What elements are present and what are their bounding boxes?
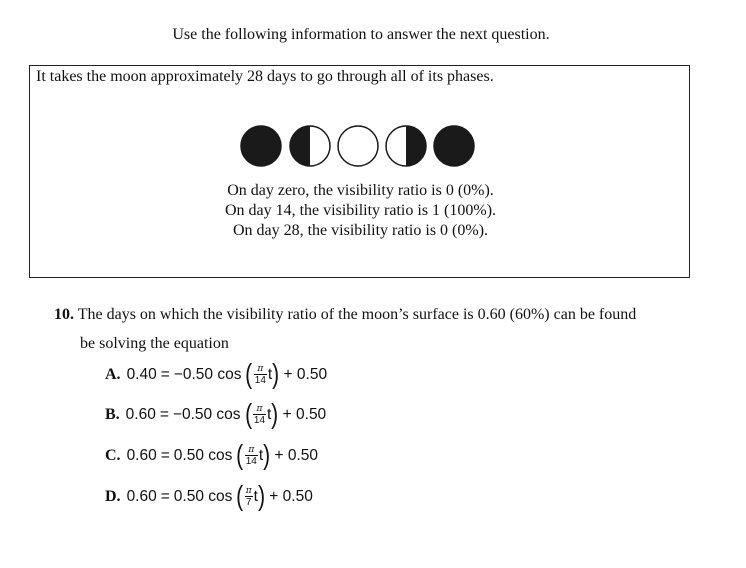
fraction-denominator: 14: [254, 375, 266, 386]
variable: t: [253, 488, 258, 505]
choice-letter: B.: [105, 406, 120, 423]
open-paren: (: [236, 480, 244, 511]
fact-day-zero: On day zero, the visibility ratio is 0 (0%).: [227, 182, 494, 199]
intro-instruction: Use the following information to answer the next question.: [172, 26, 550, 43]
question-text-line2: be solving the equation: [80, 335, 229, 352]
choice-letter: A.: [105, 366, 121, 383]
fraction: [245, 445, 258, 467]
choice-c[interactable]: [105, 440, 318, 472]
cos-term: 0.50 cos: [173, 488, 233, 505]
fraction-denominator: 14: [245, 456, 257, 467]
moon-phases-figure: [240, 123, 476, 169]
fraction-numerator: π: [245, 486, 252, 496]
equals-sign: =: [160, 488, 170, 505]
close-paren: ): [258, 480, 266, 511]
constant-term: + 0.50: [283, 366, 328, 383]
visibility-facts: [30, 181, 691, 241]
info-box: [29, 65, 690, 278]
cos-term: −0.50 cos: [173, 366, 242, 383]
moon-full-icon: [338, 126, 378, 166]
cos-term: −0.50 cos: [172, 406, 241, 423]
choice-letter: D.: [105, 488, 121, 505]
moon-first-quarter-icon: [290, 126, 330, 166]
open-paren: (: [236, 439, 244, 470]
variable: t: [267, 366, 273, 383]
choice-d[interactable]: [105, 481, 313, 513]
fact-day-28: On day 28, the visibility ratio is 0 (0%).: [232, 222, 489, 239]
fraction: [254, 364, 267, 386]
fraction-numerator: π: [248, 445, 255, 455]
fraction-numerator: π: [257, 364, 264, 374]
question-text-line1: The days on which the visibility ratio of the moon’s surface is 0.60 (60%) can be found: [77, 306, 637, 323]
fraction: [253, 404, 266, 426]
cos-term: 0.50 cos: [173, 447, 233, 464]
equation-lhs: 0.60: [125, 406, 156, 423]
equals-sign: =: [159, 406, 169, 423]
choice-b[interactable]: [105, 399, 326, 431]
equals-sign: =: [160, 366, 170, 383]
fraction-numerator: π: [256, 404, 263, 414]
question-number: 10.: [54, 306, 74, 323]
constant-term: + 0.50: [269, 488, 313, 505]
fact-day-14: On day 14, the visibility ratio is 1 (100%).: [224, 202, 497, 219]
open-paren: (: [244, 398, 252, 429]
close-paren: ): [271, 398, 279, 429]
fraction-denominator: 7: [245, 497, 252, 508]
choice-letter: C.: [105, 447, 121, 464]
choice-a[interactable]: [105, 359, 327, 391]
constant-term: + 0.50: [282, 406, 327, 423]
moon-new-icon: [434, 126, 474, 166]
fraction: [245, 486, 253, 508]
moon-new-icon: [241, 126, 281, 166]
open-paren: (: [245, 358, 253, 389]
fraction-denominator: 14: [253, 415, 266, 426]
info-text: It takes the moon approximately 28 days to go through all of its phases.: [36, 68, 494, 85]
constant-term: + 0.50: [274, 447, 319, 464]
equation-lhs: 0.40: [126, 366, 157, 383]
equation-lhs: 0.60: [126, 447, 157, 464]
variable: t: [258, 447, 264, 464]
equation-lhs: 0.60: [126, 488, 157, 505]
equals-sign: =: [160, 447, 170, 464]
close-paren: ): [263, 439, 271, 470]
question-10: [54, 300, 714, 358]
variable: t: [267, 406, 272, 423]
moon-last-quarter-icon: [386, 126, 426, 166]
close-paren: ): [272, 358, 280, 389]
